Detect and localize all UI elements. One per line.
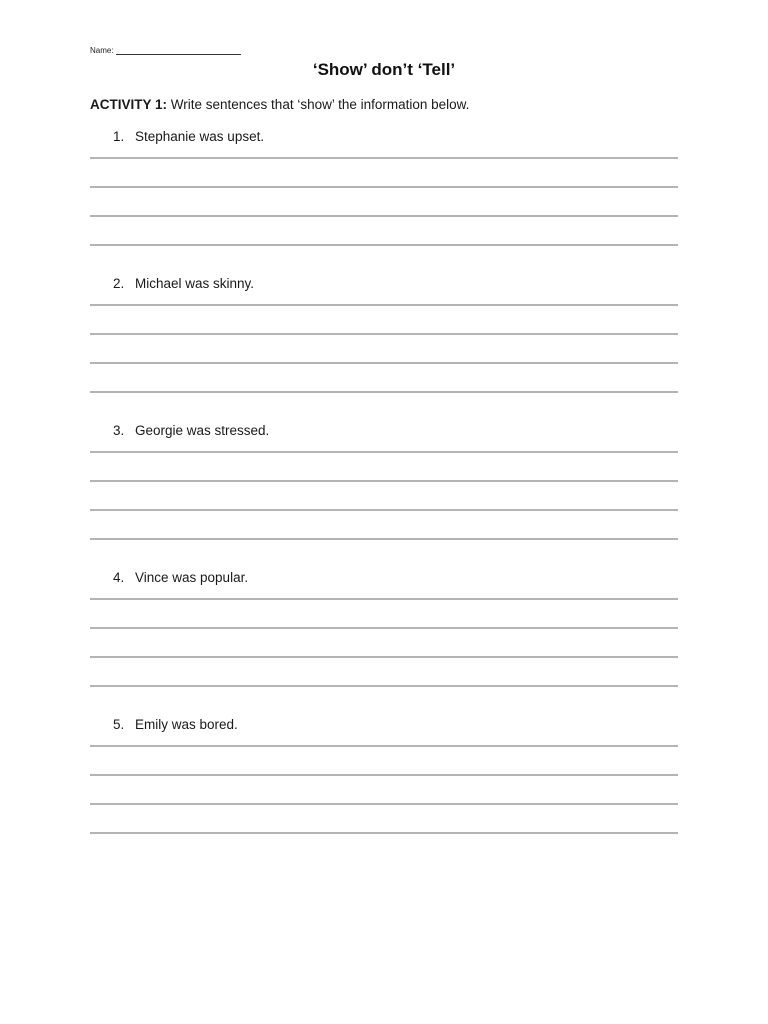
question-number: 5. bbox=[113, 717, 125, 732]
name-blank-line bbox=[116, 45, 241, 55]
activity-label: ACTIVITY 1: bbox=[90, 97, 168, 112]
name-label: Name: bbox=[90, 46, 114, 55]
answer-line bbox=[90, 803, 678, 805]
answer-line bbox=[90, 832, 678, 834]
question-text bbox=[113, 423, 269, 438]
question-text bbox=[113, 570, 248, 585]
answer-line bbox=[90, 186, 678, 188]
question-number: 4. bbox=[113, 570, 125, 585]
question-prompt: Stephanie was upset. bbox=[135, 129, 265, 144]
question-prompt: Georgie was stressed. bbox=[135, 423, 270, 438]
answer-line bbox=[90, 391, 678, 393]
answer-line bbox=[90, 598, 678, 600]
answer-line bbox=[90, 685, 678, 687]
answer-line bbox=[90, 333, 678, 335]
answer-line bbox=[90, 451, 678, 453]
activity-text: Write sentences that ‘show’ the information below. bbox=[167, 97, 470, 112]
question-text bbox=[113, 276, 254, 291]
question-number: 1. bbox=[113, 129, 125, 144]
answer-line bbox=[90, 362, 678, 364]
answer-line bbox=[90, 509, 678, 511]
answer-line bbox=[90, 745, 678, 747]
answer-line bbox=[90, 774, 678, 776]
question-number: 3. bbox=[113, 423, 125, 438]
question-prompt: Emily was bored. bbox=[135, 717, 238, 732]
page-title: ‘Show’ don’t ‘Tell’ bbox=[312, 60, 456, 79]
question-prompt: Vince was popular. bbox=[135, 570, 249, 585]
name-field bbox=[90, 45, 241, 55]
answer-line bbox=[90, 627, 678, 629]
answer-line bbox=[90, 244, 678, 246]
question-number: 2. bbox=[113, 276, 125, 291]
answer-line bbox=[90, 656, 678, 658]
answer-line bbox=[90, 157, 678, 159]
question-prompt: Michael was skinny. bbox=[135, 276, 255, 291]
activity-instruction bbox=[90, 97, 469, 112]
question-text bbox=[113, 717, 238, 732]
question-text bbox=[113, 129, 264, 144]
answer-line bbox=[90, 304, 678, 306]
answer-line bbox=[90, 538, 678, 540]
answer-line bbox=[90, 480, 678, 482]
answer-line bbox=[90, 215, 678, 217]
